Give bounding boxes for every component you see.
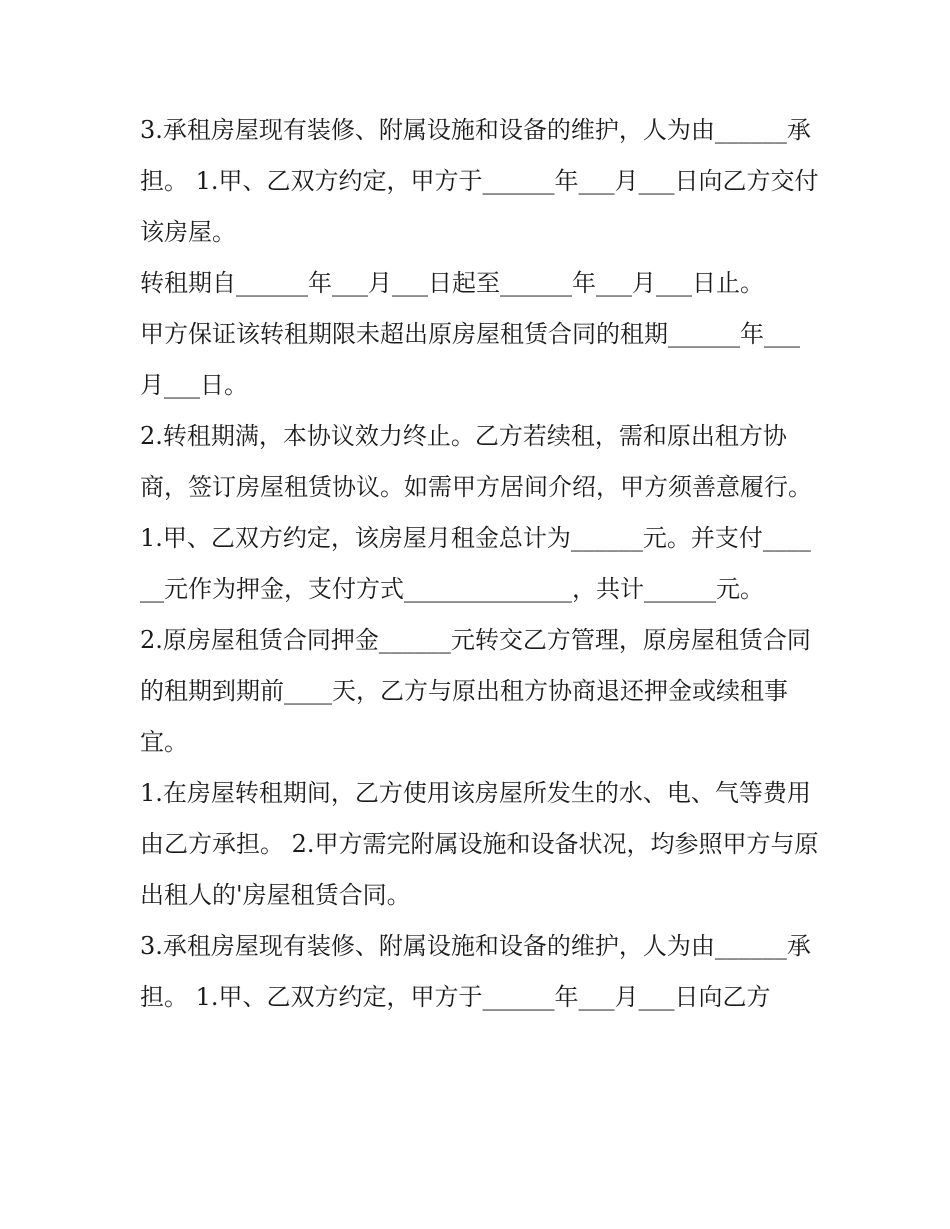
paragraph-term-guarantee: 甲方保证该转租期限未超出原房屋租赁合同的租期______年___月___日。 — [140, 320, 800, 399]
paragraph-maintenance-repeat: 3.承租房屋现有装修、附属设施和设备的维护，人为由______承担。 1.甲、乙双方约定，甲方于______年___月___日向乙方 — [140, 932, 811, 1011]
paragraph-term-expiry: 2.转租期满，本协议效力终止。乙方若续租，需和原出租方协商，签订房屋租赁协议。如需甲方居间介绍，甲方须善意履行。 — [140, 422, 812, 501]
paragraph-sublease-period: 转租期自______年___月___日起至______年___月___日止。 — [140, 269, 764, 297]
paragraph-original-deposit: 2.原房屋租赁合同押金______元转交乙方管理，原房屋租赁合同的租期到期前____天，乙方与原出租方协商退还押金或续租事宜。 — [140, 626, 811, 756]
document-body — [140, 105, 820, 1023]
paragraph-rent-and-deposit: 1.甲、乙双方约定，该房屋月租金总计为______元。并支付______元作为押金，支付方式______________，共计______元。 — [140, 524, 811, 603]
paragraph-maintenance-and-delivery: 3.承租房屋现有装修、附属设施和设备的维护，人为由______承担。 1.甲、乙双方约定，甲方于______年___月___日向乙方交付该房屋。 — [140, 116, 819, 246]
paragraph-utilities-and-facilities: 1.在房屋转租期间，乙方使用该房屋所发生的水、电、气等费用由乙方承担。 2.甲方需完附属设施和设备状况，均参照甲方与原出租人的'房屋租赁合同。 — [140, 779, 819, 909]
